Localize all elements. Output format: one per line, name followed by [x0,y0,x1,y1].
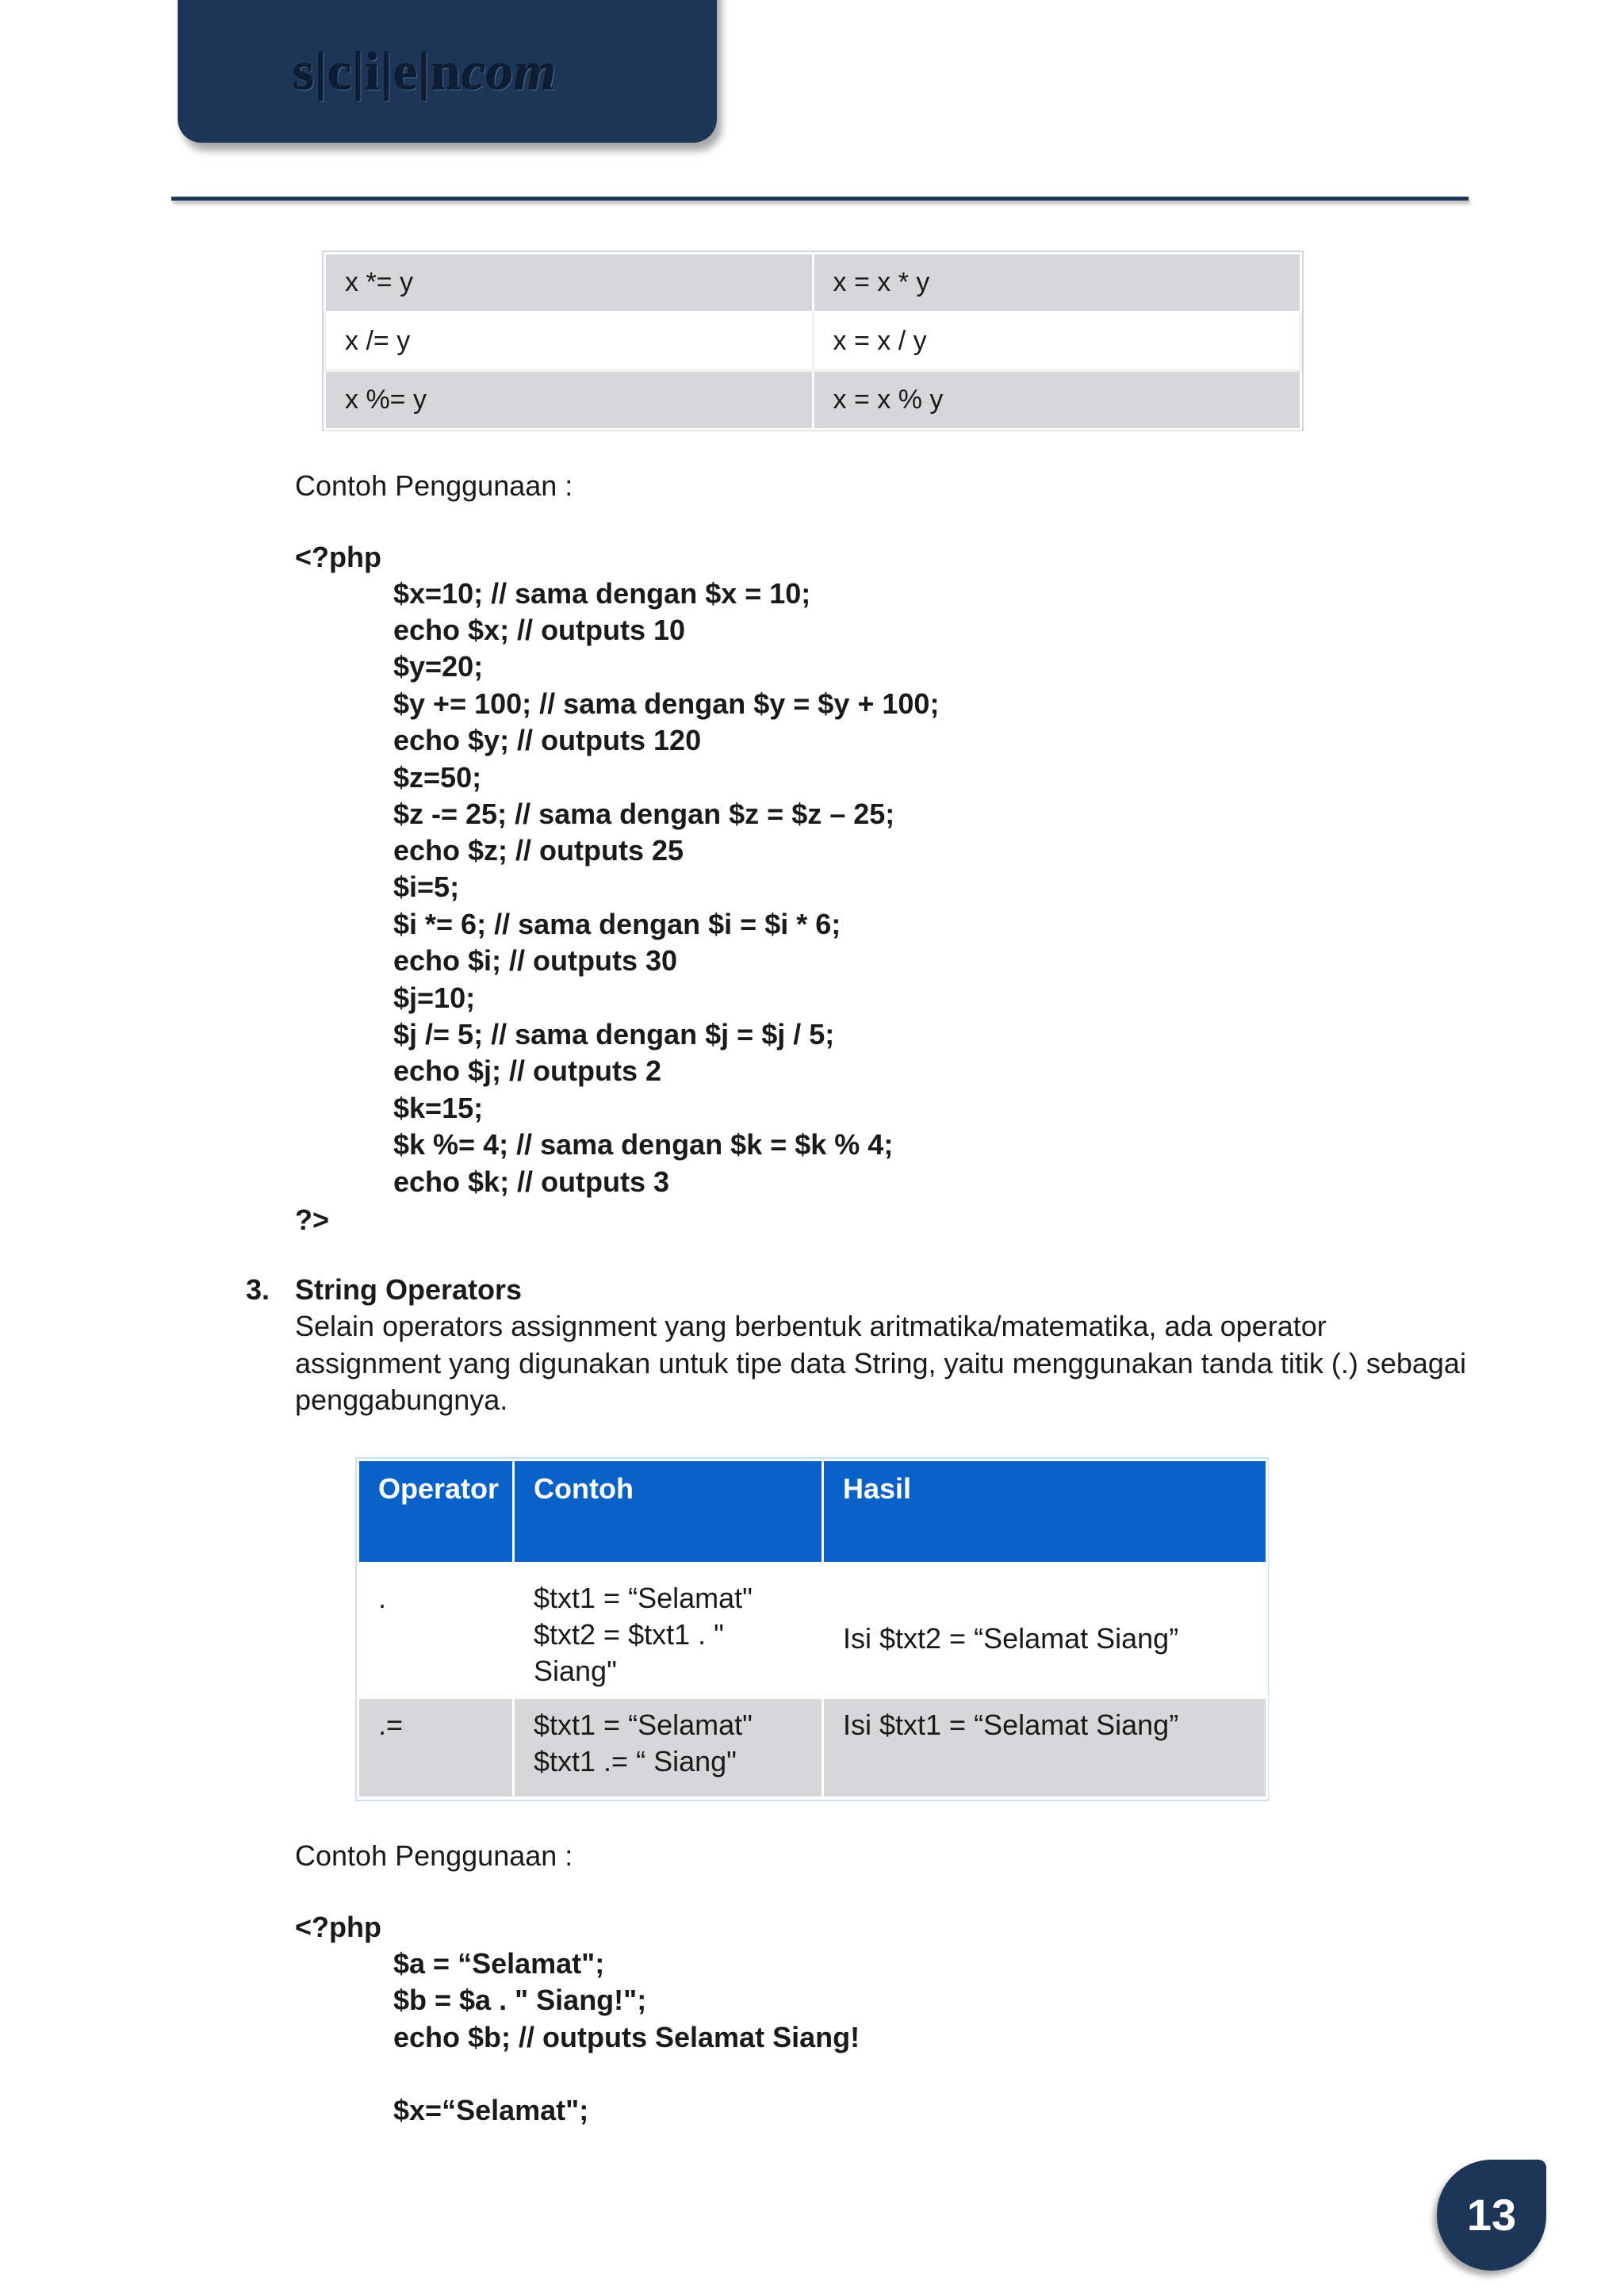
table-row [358,1563,1267,1698]
code-line: $z=50; [393,761,482,794]
page-number-badge: 13 [1437,2160,1546,2271]
table-cell-operator: x *= y [325,254,814,312]
contoh-line: $txt1 = “Selamat" [534,1582,753,1614]
header-hasil: Hasil [823,1460,1267,1563]
code-line: $k %= 4; // sama dengan $k = $k % 4; [393,1128,894,1161]
cell-contoh [514,1563,823,1698]
code-line: $k=15; [393,1092,484,1124]
code-line: $j /= 5; // sama dengan $j = $j / 5; [393,1018,835,1050]
table-cell-operator: x /= y [325,312,814,371]
code-line: $j=10; [393,982,476,1014]
header-operator: Operator [358,1460,514,1563]
code-line: echo $z; // outputs 25 [393,834,684,867]
code-line: $b = $a . " Siang!"; [393,1984,647,2016]
header-contoh: Contoh [514,1460,823,1563]
contoh-line: $txt2 = $txt1 . " [534,1618,724,1651]
paragraph-line: penggabungnya. [295,1383,508,1416]
table-row [358,1698,1267,1798]
code-line: $y=20; [393,650,484,683]
php-open-tag: <?php [295,541,381,573]
code-line: $i *= 6; // sama dengan $i = $i * 6; [393,908,841,940]
php-close-tag: ?> [295,1203,330,1236]
table-row [325,254,1301,312]
cell-hasil: Isi $txt1 = “Selamat Siang” [823,1698,1267,1798]
contoh-line: $txt1 .= “ Siang" [534,1745,737,1777]
code-line: echo $b; // outputs Selamat Siang! [393,2021,860,2053]
example-label: Contoh Penggunaan : [295,469,573,502]
string-operator-table [357,1459,1268,1799]
code-line: $a = “Selamat"; [393,1947,605,1980]
logo-tail: com [462,41,557,101]
example-label: Contoh Penggunaan : [295,1839,573,1872]
code-line: echo $y; // outputs 120 [393,724,702,756]
code-line: $y += 100; // sama dengan $y = $y + 100; [393,687,940,720]
section-number: 3. [246,1273,270,1306]
contoh-line: $txt1 = “Selamat" [534,1709,753,1741]
table-row [325,312,1301,371]
code-line: $z -= 25; // sama dengan $z = $z – 25; [393,798,895,830]
cell-operator: .= [358,1698,514,1798]
paragraph-line: Selain operators assignment yang berbentuk aritmatika/matematika, ada operator [295,1310,1327,1342]
paragraph-line: assignment yang digunakan untuk tipe data String, yaitu menggunakan tanda titik (.) sebagai [295,1347,1466,1380]
code-line: echo $k; // outputs 3 [393,1165,670,1198]
brand-logo [293,40,557,103]
header-rule [171,197,1469,201]
contoh-line: Siang" [534,1655,617,1687]
table-row [325,371,1301,430]
table-header-row [358,1460,1267,1563]
code-line: echo $i; // outputs 30 [393,944,678,977]
code-line: $x=10; // sama dengan $x = 10; [393,577,811,610]
code-line: $i=5; [393,871,460,903]
logo-main: s|c|i|e|n [293,41,462,101]
php-open-tag: <?php [295,1911,381,1943]
cell-operator: . [358,1563,514,1698]
table-cell-equivalent: x = x / y [813,312,1301,371]
table-cell-equivalent: x = x % y [813,371,1301,430]
cell-hasil: Isi $txt2 = “Selamat Siang” [823,1563,1267,1698]
header-brand-tab [178,0,717,143]
assign-operator-table [324,252,1302,430]
cell-contoh [514,1698,823,1798]
table-cell-operator: x %= y [325,371,814,430]
code-line: echo $x; // outputs 10 [393,614,686,646]
code-line: echo $j; // outputs 2 [393,1054,662,1087]
code-line: $x=“Selamat"; [393,2094,589,2126]
table-cell-equivalent: x = x * y [813,254,1301,312]
section-title: String Operators [295,1273,523,1306]
